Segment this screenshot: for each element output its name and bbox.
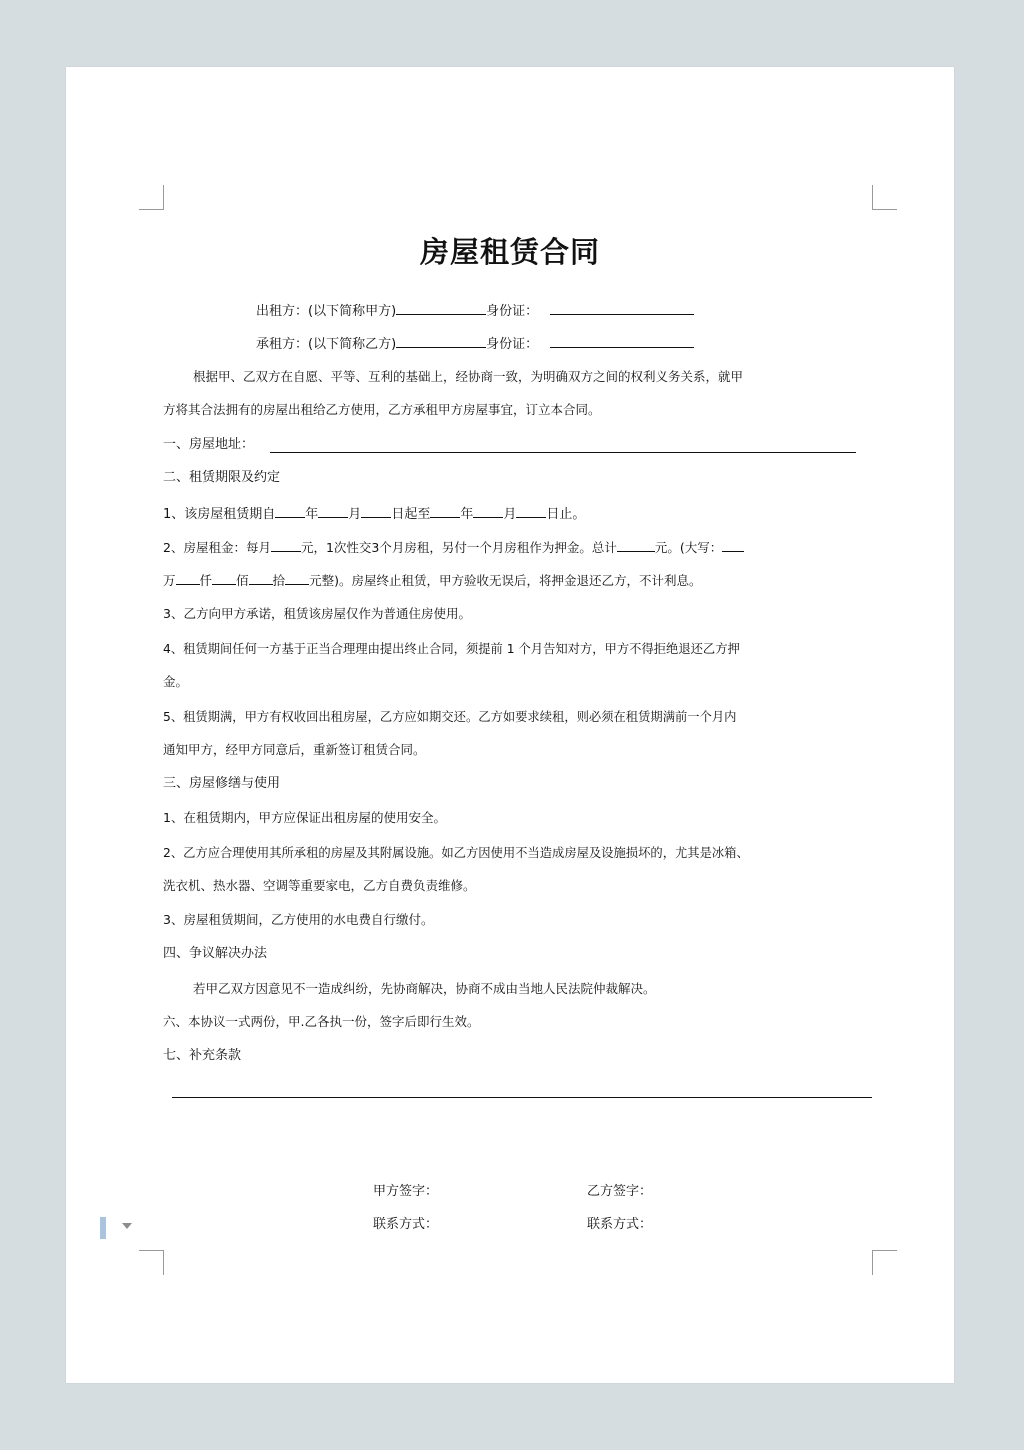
party-a-sign-label: 甲方签字： [373,1184,439,1199]
blank [275,504,305,518]
lessee-line [256,334,694,354]
rent-line-2 [163,571,701,590]
lessee-label: 承租方：(以下简称乙方) [256,337,397,352]
section-1-address [163,436,254,454]
rent-line-1 [163,538,744,557]
crop-mark-bottom-left [139,1250,164,1275]
rent-shi: 拾 [272,573,286,588]
section-3-heading: 三、房屋修缮与使用 [163,776,281,791]
lessee-id-label: 身份证： [486,337,539,352]
s2-item-4-line-2: 金。 [163,674,189,689]
rent-text: 元整)。房屋终止租赁，甲方验收无误后，将押金退还乙方，不计利息。 [309,573,702,588]
s2-item-5-line-1: 5、租赁期满，甲方有权收回出租房屋，乙方应如期交还。乙方如要求续租，则必须在租赁期满前一个月内 [163,710,737,724]
lessor-id-blank [550,301,694,315]
blank [318,504,348,518]
term-day-from: 日起至 [391,507,431,522]
document-title: 房屋租赁合同 [419,235,600,269]
section-2-heading: 二、租赁期限及约定 [163,470,281,485]
rent-bai: 佰 [236,573,249,588]
blank [271,538,301,552]
party-b-contact-label: 联系方式： [587,1217,653,1232]
term-year: 年 [305,507,319,522]
lessor-name-blank [396,301,486,315]
caret-down-icon[interactable] [122,1223,132,1229]
lessee-name-blank [396,334,486,348]
term-year: 年 [460,507,474,522]
s2-item-5-line-2: 通知甲方，经甲方同意后，重新签订租赁合同。 [163,742,426,757]
lessee-id-blank [550,334,694,348]
s3-item-2-line-1: 2、乙方应合理使用其所承租的房屋及其附属设施。如乙方因使用不当造成房屋及设施损坏的，尤其是冰箱、 [163,846,749,860]
blank [285,571,309,585]
s3-item-3: 3、房屋租赁期间，乙方使用的水电费自行缴付。 [163,912,434,927]
section-4-heading: 四、争议解决办法 [163,946,268,961]
rent-text: 2、房屋租金：每月 [163,540,271,555]
lessor-label: 出租方：(以下简称甲方) [256,304,397,319]
party-a-contact-label: 联系方式： [373,1217,439,1232]
term-month: 月 [503,507,517,522]
blank [473,504,503,518]
blank [212,571,236,585]
lessor-id-label: 身份证： [486,304,539,319]
blank [617,538,655,552]
lessor-line [256,301,694,321]
rent-text: 元。(大写： [654,540,723,555]
s2-item-4-line-1: 4、租赁期间任何一方基于正当合理理由提出终止合同，须提前 1 个月告知对方，甲方不得拒绝退还乙方押 [163,642,740,656]
term-line [163,504,585,524]
blank [722,538,744,552]
rent-text: 元，1次性交3个月房租，另付一个月房租作为押金。总计 [300,540,617,555]
section-7-heading: 七、补充条款 [163,1048,242,1063]
crop-mark-top-right [872,185,897,210]
s3-item-1: 1、在租赁期内，甲方应保证出租房屋的使用安全。 [163,810,446,825]
rent-qian: 仟 [199,573,213,588]
crop-mark-bottom-right [872,1250,897,1275]
term-text: 1、该房屋租赁期自 [163,507,276,522]
intro-line-1: 根据甲、乙双方在自愿、平等、互利的基础上，经协商一致，为明确双方之间的权利义务关系，就甲 [193,369,744,384]
party-b-sign-label: 乙方签字： [587,1184,653,1199]
supplement-blank-line [172,1097,872,1098]
blank [361,504,391,518]
term-month: 月 [348,507,362,522]
s2-item-3: 3、乙方向甲方承诺，租赁该房屋仅作为普通住房使用。 [163,606,471,621]
intro-line-2: 方将其合法拥有的房屋出租给乙方使用，乙方承租甲方房屋事宜，订立本合同。 [163,402,601,417]
s3-item-2-line-2: 洗衣机、热水器、空调等重要家电，乙方自费负责维修。 [163,878,476,893]
blank [176,571,200,585]
section-4-text: 若甲乙双方因意见不一造成纠纷，先协商解决，协商不成由当地人民法院仲裁解决。 [193,981,656,996]
address-blank-line [270,452,856,453]
section-6: 六、本协议一式两份，甲.乙各执一份，签字后即行生效。 [163,1014,480,1029]
blank [249,571,273,585]
crop-mark-top-left [139,185,164,210]
address-label: 一、房屋地址： [163,437,255,452]
rent-wan: 万 [163,573,176,588]
blank [516,504,546,518]
paragraph-marker [100,1217,106,1239]
term-day-end: 日止。 [546,507,586,522]
blank [430,504,460,518]
